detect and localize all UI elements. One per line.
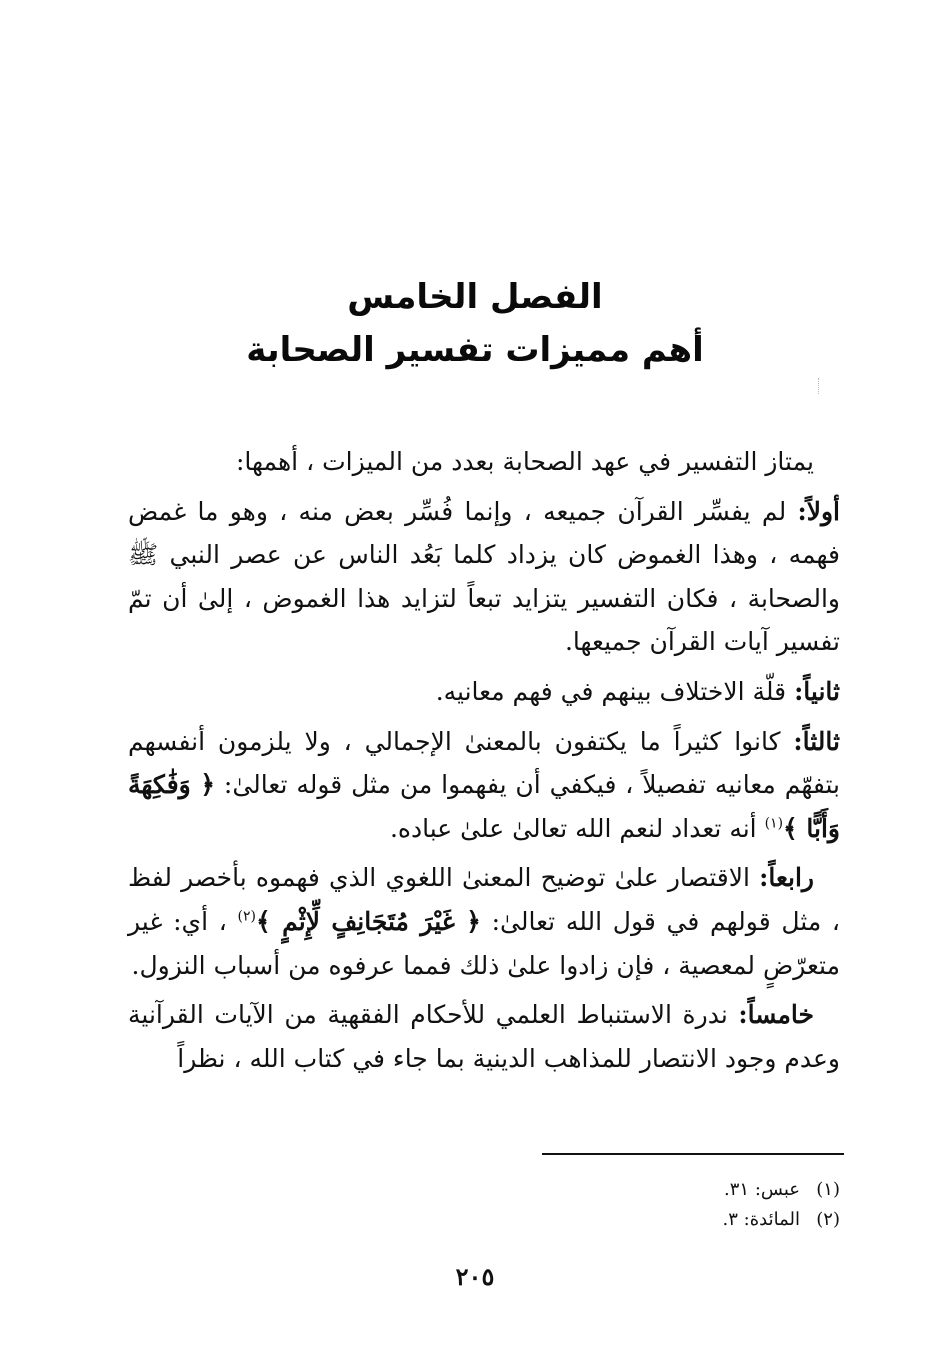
point-lead-fourth: رابعاً: (759, 863, 814, 893)
footnote-text: المائدة: ٣. (722, 1209, 800, 1230)
margin-mark (818, 378, 819, 394)
quran-verse-mutajanif: ﴿ غَيْرَ مُتَجَانِفٍ لِّإِثْمٍ ﴾ (256, 906, 481, 936)
footnote-text: عبس: ٣١. (724, 1179, 800, 1200)
footnote-1 (420, 1175, 840, 1205)
footnote-ref-2[interactable]: (٢) (237, 908, 256, 925)
chapter-body (128, 440, 840, 1086)
paragraph-second (128, 670, 840, 714)
point-text-third-after: أنه تعداد لنعم الله تعالىٰ علىٰ عباده. (389, 813, 765, 843)
point-lead-second: ثانياً: (794, 676, 840, 706)
point-lead-third: ثالثاً: (793, 726, 840, 756)
footnotes (420, 1175, 840, 1235)
paragraph-fifth (128, 993, 840, 1080)
point-text-third-before: كانوا كثيراً ما يكتفون بالمعنىٰ الإجمالي ، ولا يلزمون أنفسهم بتفهّم معانيه تفصيلاً ، فيكفي أن يفهموا من مثل قوله تعالىٰ: (128, 726, 841, 800)
point-text-first: لم يفسِّر القرآن جميعه ، وإنما فُسِّر بعض منه ، وهو ما غمض فهمه ، وهذا الغموض كان يزداد كلما بَعُد الناس عن عصر النبي ﷺ والصحابة ، فكان التفسير يتزايد تبعاً لتزايد هذا الغموض ، إلىٰ أن تمّ تفسير آيات القرآن جميعها. (128, 496, 840, 657)
paragraph-third (128, 720, 840, 851)
footnote-ref-1[interactable]: (١) (764, 815, 784, 832)
paragraph-fourth (128, 856, 840, 987)
point-text-fourth-after: ، أي: غير متعرّضٍ لمعصية ، فإن زادوا علىٰ ذلك فمما عرفوه من أسباب النزول. (128, 906, 840, 980)
point-text-fifth: ندرة الاستنباط العلمي للأحكام الفقهية من الآيات القرآنية وعدم وجود الانتصار للمذاهب الدينية بما جاء في كتاب الله ، نظراً (128, 1000, 840, 1073)
paragraph-intro: يمتاز التفسير في عهد الصحابة بعدد من الميزات ، أهمها: (235, 447, 814, 476)
footnote-divider (542, 1153, 844, 1155)
paragraph-first (128, 490, 840, 664)
point-lead-fifth: خامساً: (738, 1000, 814, 1030)
footnote-number: (٢) (816, 1209, 840, 1230)
point-text-second: قلّة الاختلاف بينهم في فهم معانيه. (435, 676, 795, 706)
footnote-2 (420, 1205, 840, 1235)
chapter-label: الفصل الخامس (347, 277, 603, 317)
point-lead-first: أولاً: (797, 496, 840, 526)
quran-verse-fakiha: ﴿ وَفَٰكِهَةً وَأَبًّا ﴾ (128, 770, 840, 843)
point-text-fourth-before: الاقتصار علىٰ توضيح المعنىٰ اللغوي الذي فهموه بأخصر لفظ ، مثل قولهم في قول الله تعالىٰ: (128, 863, 840, 936)
page-number: ٢٠٥ (455, 1262, 495, 1291)
chapter-title: أهم مميزات تفسير الصحابة (246, 330, 704, 370)
footnote-number: (١) (816, 1179, 840, 1200)
